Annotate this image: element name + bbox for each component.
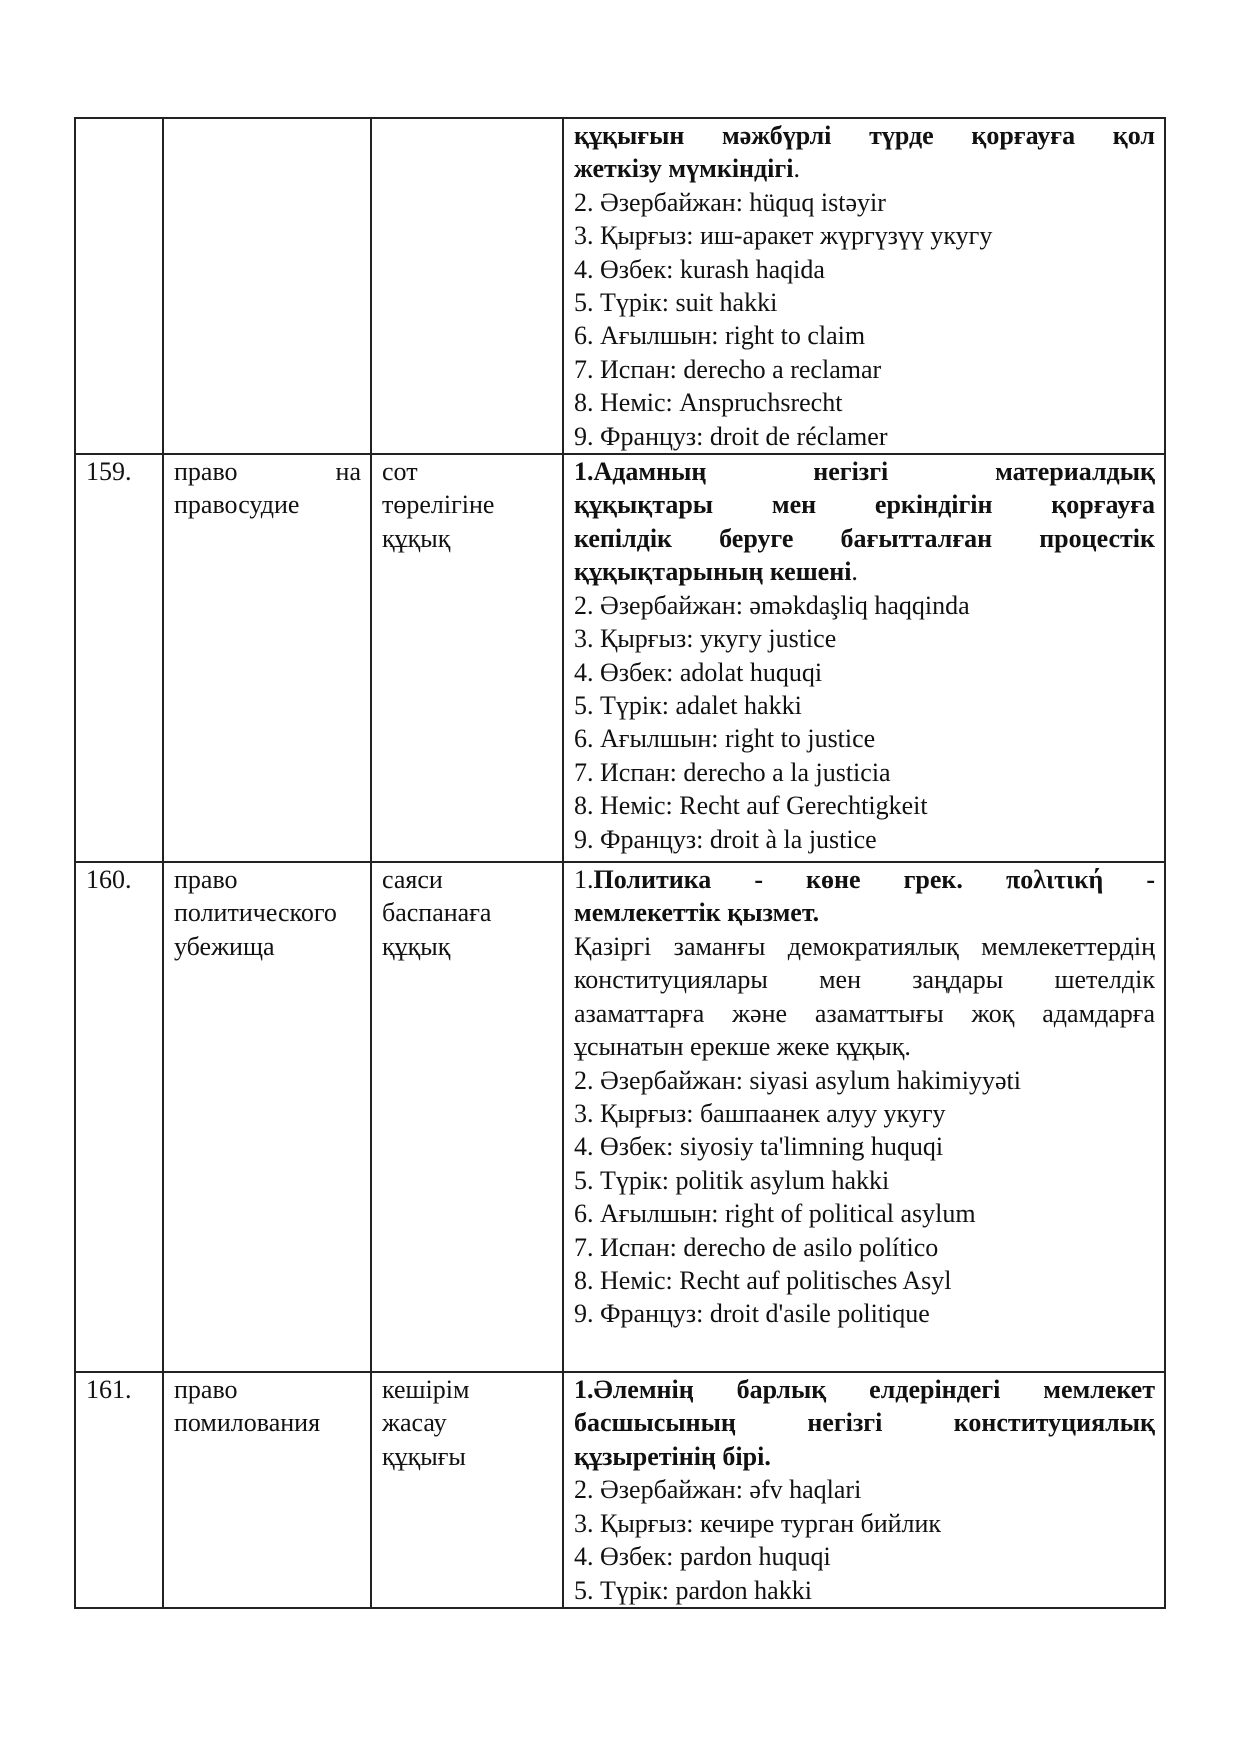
definition-cell [563, 118, 1165, 454]
translation-line: 6. Ағылшын: right of political asylum [574, 1199, 976, 1229]
translation-line: 8. Неміс: Recht auf Gerechtigkeit [574, 791, 928, 821]
russian-term: право помилования [163, 1372, 371, 1608]
translation-line: 5. Түрік: politik asylum hakki [574, 1165, 890, 1195]
terms-table [74, 117, 1166, 1609]
translation-line: 4. Өзбек: siyosiy ta'limning huquqi [574, 1132, 944, 1162]
translation-line: 2. Әзербайжан: hüquq istəyir [574, 187, 886, 217]
translation-line: 7. Испан: derecho de asilo político [574, 1232, 939, 1262]
translation-line: 3. Қырғыз: иш-аракет жүргүзүү укугу [574, 221, 993, 251]
row-number: 160. [75, 862, 163, 1372]
translation-line: 4. Өзбек: adolat huquqi [574, 657, 823, 687]
translation-line: 2. Әзербайжан: əməkdaşliq haqqinda [574, 590, 970, 620]
definition-bold-line: мемлекеттік қызмет. [574, 898, 820, 928]
translation-line: 2. Әзербайжан: siyasi asylum hakimiyyəti [574, 1065, 1021, 1095]
translation-line: 6. Ағылшын: right to claim [574, 321, 866, 351]
definition-cell [563, 454, 1165, 862]
definition-bold-line: құқықтарының кешені. [574, 557, 858, 587]
translation-line: 2. Әзербайжан: əfv haqlari [574, 1475, 862, 1505]
translation-line: 5. Түрік: pardon hakki [574, 1575, 812, 1605]
translation-line: 5. Түрік: adalet hakki [574, 690, 802, 720]
definition-bold-line: құқықтары мен еркіндігін қорғауға [574, 490, 1155, 520]
table-row [75, 118, 1165, 454]
row-number [75, 118, 163, 454]
russian-term: право на правосудие [163, 454, 371, 862]
definition-cell [563, 862, 1165, 1372]
table-row [75, 1372, 1165, 1608]
table-row [75, 454, 1165, 862]
translation-line: 3. Қырғыз: башпаанек алуу укугу [574, 1098, 946, 1128]
row-number: 161. [75, 1372, 163, 1608]
definition-bold-line: 1.Адамның негізгі материалдық [574, 457, 1155, 487]
translation-line: 7. Испан: derecho a la justicia [574, 757, 891, 787]
table-row [75, 862, 1165, 1372]
definition-paragraph: Қазіргі заманғы демократиялық мемлекеттердің конституциялары мен заңдары шетелдік азаматтарға және азаматтығы жоқ адамдарға ұсынатын ерекше жеке құқық. [574, 931, 1155, 1062]
russian-term: право политического убежища [163, 862, 371, 1372]
translation-line: 8. Неміс: Anspruchsrecht [574, 388, 843, 418]
kazakh-term: кешірім жасау құқығы [371, 1372, 563, 1608]
kazakh-term: сот төрелігіне құқық [371, 454, 563, 862]
translation-line: 9. Француз: droit à la justice [574, 824, 877, 854]
translation-line: 8. Неміс: Recht auf politisches Asyl [574, 1265, 952, 1295]
translation-line: 9. Француз: droit de réclamer [574, 421, 888, 451]
kazakh-term [371, 118, 563, 454]
definition-cell [563, 1372, 1165, 1608]
translation-line: 3. Қырғыз: укугу justice [574, 624, 837, 654]
translation-line: 3. Қырғыз: кечире турган бийлик [574, 1508, 942, 1538]
row-number: 159. [75, 454, 163, 862]
kazakh-term: саяси баспанаға құқық [371, 862, 563, 1372]
translation-line: 6. Ағылшын: right to justice [574, 724, 876, 754]
definition-bold-paragraph: 1.Әлемнің барлық елдеріндегі мемлекет басшысының негізгі конституциялық құзыретінің бірі. [574, 1375, 1155, 1471]
russian-term [163, 118, 371, 454]
translation-line: 4. Өзбек: pardon huquqi [574, 1542, 831, 1572]
definition-bold-line: кепілдік беруге бағытталған процестік [574, 523, 1155, 553]
translation-line: 4. Өзбек: kurash haqida [574, 254, 825, 284]
translation-line: 7. Испан: derecho a reclamar [574, 354, 882, 384]
definition-bold-line: құқығын мәжбүрлі түрде қорғауға қол [574, 121, 1155, 150]
translation-line: 5. Түрік: suit hakki [574, 288, 778, 318]
definition-bold-line: жеткізу мүмкіндігі. [574, 154, 800, 184]
definition-bold-line: 1.Политика - көне грек. πολιτική - [574, 865, 1155, 895]
translation-line: 9. Француз: droit d'asile politique [574, 1299, 930, 1329]
